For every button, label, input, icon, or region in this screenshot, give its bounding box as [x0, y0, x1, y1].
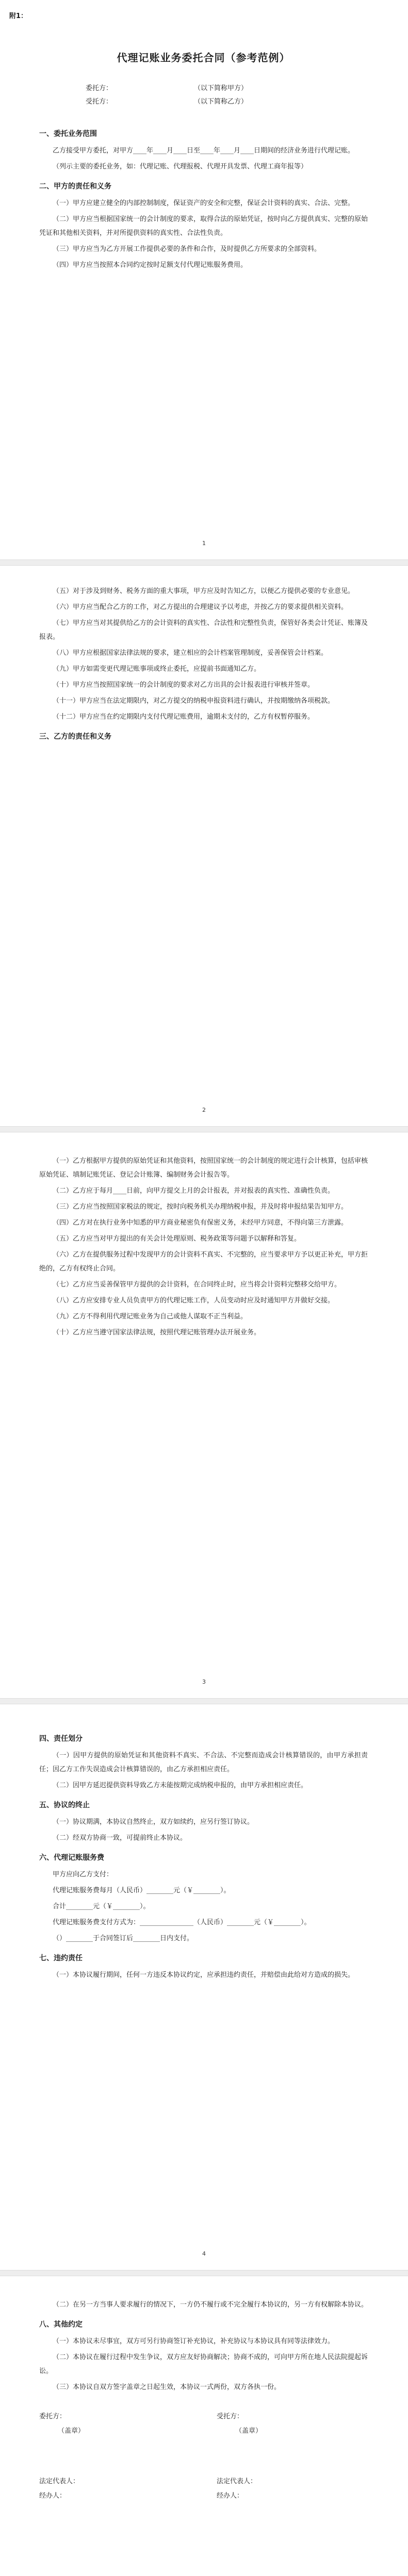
paragraph: （三）甲方应当为乙方开展工作提供必要的条件和合作，及时提供乙方所要求的全部资料。 — [53, 245, 321, 253]
signature-block — [39, 2410, 368, 2503]
paragraph: （七）乙方应当妥善保管甲方提供的会计资料，在合同终止时，应当将会计资料完整移交给甲方。 — [53, 1281, 341, 1289]
agent-value: （以下简称乙方） — [194, 98, 248, 106]
paragraph: （六）乙方在提供服务过程中发现甲方的会计资料不真实、不完整的，应当要求甲方予以更正补充，甲方拒绝的，乙方有权终止合同。 — [39, 1251, 368, 1273]
agent-agent-person: 经办人： — [216, 2492, 243, 2500]
page-number: 4 — [202, 2250, 206, 2257]
paragraph: （一）乙方根据甲方提供的原始凭证和其他资料，按照国家统一的会计制度的规定进行会计核算，包括审核原始凭证、填制记账凭证、登记会计账簿、编制财务会计报告等。 — [39, 1157, 368, 1179]
client-sign-label: 委托方： — [39, 2413, 67, 2420]
paragraph: （三）本协议自双方签字盖章之日起生效，本协议一式两份，双方各执一份。 — [53, 2383, 281, 2391]
paragraph: （二）乙方应于每月____日前，向甲方提交上月的会计报表，并对报表的真实性、准确性负责。 — [53, 1187, 335, 1195]
section-8-heading: 八、其他约定 — [39, 2320, 83, 2329]
paragraph: （二）因甲方延迟提供资料导致乙方未能按期完成纳税申报的，由甲方承担相应责任。 — [53, 1782, 308, 1789]
paragraph: （十一）甲方应当在法定期限内，对乙方提交的纳税申报资料进行确认，并按期缴纳各项税款。 — [53, 697, 335, 705]
paragraph: （八）乙方应安排专业人员负责甲方的代理记账工作，人员变动时应及时通知甲方并做好交接。 — [53, 1297, 335, 1304]
section-3-heading: 三、乙方的责任和义务 — [39, 733, 111, 741]
client-signature — [39, 2410, 190, 2503]
paragraph: （十）甲方应当按照国家统一的会计制度的要求对乙方出具的会计报表进行审核并签章。 — [53, 681, 315, 689]
paragraph: （二）本协议在履行过程中发生争议，双方应友好协商解决；协商不成的，可向甲方所在地人民法院提起诉讼。 — [39, 2353, 368, 2375]
page-divider — [0, 1126, 408, 1132]
client-label: 委托方： — [86, 84, 113, 92]
paragraph: （二）在另一方当事人要求履行的情况下，一方仍不履行或不完全履行本协议的，另一方有权解除本协议。 — [53, 2301, 368, 2309]
page-number: 3 — [202, 1679, 206, 1685]
paragraph: （四）甲方应当按照本合同约定按时足额支付代理记账服务费用。 — [53, 261, 248, 269]
agent-legal-rep: 法定代表人： — [216, 2478, 257, 2485]
paragraph: 乙方接受甲方委托，对甲方____年____月____日至____年____月____日期间的经济业务进行代理记账。 — [53, 147, 355, 155]
page-4 — [0, 1710, 408, 2267]
page-2 — [0, 572, 408, 1123]
paragraph: （四）乙方对在执行业务中知悉的甲方商业秘密负有保密义务，未经甲方同意，不得向第三方泄露。 — [53, 1219, 348, 1227]
client-seal: （盖章） — [58, 2427, 85, 2435]
section-1-heading: 一、委托业务范围 — [39, 130, 97, 138]
agent-signature — [217, 2410, 368, 2503]
section-2-heading: 二、甲方的责任和义务 — [39, 182, 111, 191]
paragraph: （一）甲方应建立健全的内部控制制度，保证资产的安全和完整，保证会计资料的真实、合法、完整。 — [53, 199, 355, 207]
agent-party — [86, 95, 368, 109]
paragraph: （一）本协议未尽事宜，双方可另行协商签订补充协议，补充协议与本协议具有同等法律效力。 — [53, 2337, 335, 2345]
paragraph: （九）乙方不得利用代理记账业务为自己或他人谋取不正当利益。 — [53, 1313, 248, 1320]
section-5-heading: 五、协议的终止 — [39, 1801, 90, 1809]
paragraph: 甲方应向乙方支付： — [53, 1871, 113, 1878]
section-4-heading: 四、责任划分 — [39, 1735, 83, 1743]
page-divider — [0, 560, 408, 566]
document-title: 代理记账业务委托合同（参考范例） — [117, 52, 290, 64]
paragraph: （一）因甲方提供的原始凭证和其他资料不真实、不合法、不完整而造成会计核算错误的，由甲方承担责任；因乙方工作失误造成会计核算错误的，由乙方承担相应责任。 — [39, 1752, 368, 1773]
paragraph: （一）本协议履行期间，任何一方违反本协议约定，应承担违约责任，并赔偿由此给对方造成的损失。 — [53, 1971, 355, 1979]
section-7-heading: 七、违约责任 — [39, 1954, 83, 1962]
agent-sign-label: 受托方： — [216, 2413, 243, 2420]
page-divider — [0, 2270, 408, 2276]
page-3 — [0, 1139, 408, 1695]
paragraph: 合计________元（￥________）。 — [53, 1903, 150, 1910]
paragraph: （五）乙方应当对甲方提出的有关会计处理原则、税务政策等问题予以解释和答复。 — [53, 1235, 301, 1243]
paragraph: 代理记账服务费每月（人民币）________元（￥________）。 — [53, 1887, 231, 1894]
paragraph: （二）甲方应当根据国家统一的会计制度的要求，取得合法的原始凭证，按时向乙方提供真实、完整的原始凭证和其他相关资料，并对所提供资料的真实性、合法性负责。 — [39, 215, 368, 237]
paragraph: （五）对于涉及到财务、税务方面的重大事项，甲方应及时告知乙方，以便乙方提供必要的专业意见。 — [53, 587, 355, 595]
section-6-heading: 六、代理记账服务费 — [39, 1854, 104, 1862]
attachment-label: 附1： — [9, 12, 28, 20]
page-number: 1 — [202, 540, 206, 547]
agent-label: 受托方： — [86, 98, 113, 106]
paragraph: （二）经双方协商一致，可提前终止本协议。 — [53, 1834, 187, 1842]
client-agent-person: 经办人： — [39, 2492, 67, 2500]
page-1 — [0, 0, 408, 556]
paragraph: 代理记账服务费支付方式为：________________（人民币）________元（￥________）。 — [53, 1919, 311, 1926]
paragraph: （）________于合同签订后________日内支付。 — [53, 1935, 194, 1942]
page-number: 2 — [202, 1107, 206, 1113]
agent-seal: （盖章） — [235, 2427, 262, 2435]
paragraph: （七）甲方应当对其提供给乙方的会计资料的真实性、合法性和完整性负责，保管好各类会计凭证、账簿及报表。 — [39, 619, 368, 641]
paragraph: （十）乙方应当遵守国家法律法规，按照代理记账管理办法开展业务。 — [53, 1329, 261, 1336]
client-party — [86, 82, 368, 95]
paragraph: （九）甲方如需变更代理记账事项或终止委托，应提前书面通知乙方。 — [53, 665, 261, 673]
paragraph: （三）乙方应当按照国家税法的规定，按时向税务机关办理纳税申报，并及时将申报结果告知甲方。 — [53, 1203, 348, 1211]
client-value: （以下简称甲方） — [194, 84, 248, 92]
paragraph: （一）协议期满，本协议自然终止，双方如续约，应另行签订协议。 — [53, 1818, 254, 1826]
client-legal-rep: 法定代表人： — [39, 2478, 80, 2485]
paragraph: （十二）甲方应当在约定期限内支付代理记账费用，逾期未支付的，乙方有权暂停服务。 — [53, 713, 315, 721]
page-5 — [0, 2282, 408, 2576]
page-divider — [0, 1698, 408, 1704]
paragraph: （六）甲方应当配合乙方的工作，对乙方提出的合理建议予以考虑，并按乙方的要求提供相关资料。 — [53, 603, 348, 611]
paragraph: （列示主要的委托业务，如：代理记账、代理报税、代理开具发票、代理工商年报等） — [53, 163, 308, 171]
paragraph: （八）甲方应根据国家法律法规的要求，建立相应的会计档案管理制度，妥善保管会计档案。 — [53, 649, 328, 657]
